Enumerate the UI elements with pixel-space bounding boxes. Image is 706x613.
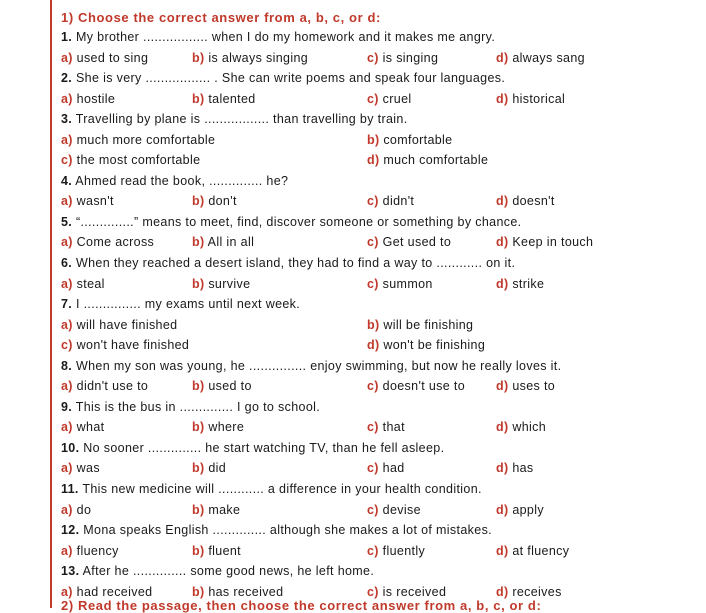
option-text: devise bbox=[382, 502, 421, 517]
question-number: 3. bbox=[61, 112, 73, 127]
option-letter: d) bbox=[496, 235, 509, 250]
option-letter: b) bbox=[192, 235, 205, 250]
option-a[interactable] bbox=[61, 191, 114, 211]
option-text: talented bbox=[208, 91, 256, 106]
option-text: will have finished bbox=[76, 317, 178, 332]
option-text: make bbox=[208, 502, 241, 517]
answer-row bbox=[61, 232, 691, 253]
option-text: had received bbox=[76, 584, 153, 599]
option-c[interactable] bbox=[367, 89, 412, 109]
question-text: After he .............. some good news, he left home. bbox=[82, 564, 375, 579]
option-letter: d) bbox=[367, 338, 380, 353]
question-8 bbox=[61, 356, 691, 377]
option-a[interactable] bbox=[61, 500, 91, 520]
option-d[interactable] bbox=[367, 335, 485, 355]
question-7 bbox=[61, 294, 691, 315]
option-letter: a) bbox=[61, 543, 73, 558]
option-letter: b) bbox=[367, 132, 380, 147]
option-letter: b) bbox=[192, 50, 205, 65]
question-text: Travelling by plane is ................. than travelling by train. bbox=[75, 112, 408, 127]
question-number: 4. bbox=[61, 173, 73, 188]
option-text: is received bbox=[382, 584, 447, 599]
question-number: 10. bbox=[61, 440, 80, 455]
answer-row bbox=[61, 130, 691, 151]
option-text: All in all bbox=[207, 235, 255, 250]
question-1 bbox=[61, 27, 691, 48]
question-text: When they reached a desert island, they had to find a way to ............ on it. bbox=[75, 256, 516, 271]
option-text: Come across bbox=[76, 235, 155, 250]
worksheet bbox=[61, 8, 691, 602]
question-number: 7. bbox=[61, 297, 73, 312]
option-text: much more comfortable bbox=[76, 132, 216, 147]
option-d[interactable] bbox=[496, 232, 593, 252]
option-letter: d) bbox=[496, 91, 509, 106]
option-text: doesn't bbox=[512, 194, 555, 209]
option-c[interactable] bbox=[367, 417, 405, 437]
question-text: Mona speaks English .............. although she makes a lot of mistakes. bbox=[83, 523, 492, 538]
option-letter: b) bbox=[367, 317, 380, 332]
question-list bbox=[61, 27, 691, 602]
option-letter: a) bbox=[61, 50, 73, 65]
option-a[interactable] bbox=[61, 232, 154, 252]
option-a[interactable] bbox=[61, 458, 100, 478]
question-11 bbox=[61, 479, 691, 500]
option-text: receives bbox=[512, 584, 562, 599]
option-text: fluently bbox=[382, 543, 426, 558]
option-b[interactable] bbox=[192, 458, 226, 478]
option-letter: d) bbox=[496, 461, 509, 476]
option-letter: a) bbox=[61, 420, 73, 435]
option-a[interactable] bbox=[61, 89, 115, 109]
option-d[interactable] bbox=[496, 376, 555, 396]
option-letter: a) bbox=[61, 194, 73, 209]
option-letter: d) bbox=[496, 379, 509, 394]
question-number: 5. bbox=[61, 214, 73, 229]
option-text: Get used to bbox=[382, 235, 452, 250]
option-letter: c) bbox=[367, 235, 379, 250]
option-b[interactable] bbox=[192, 191, 237, 211]
option-letter: c) bbox=[367, 584, 379, 599]
option-letter: c) bbox=[367, 50, 379, 65]
option-letter: a) bbox=[61, 235, 73, 250]
question-text: “..............” means to meet, find, discover someone or something by chance. bbox=[75, 214, 522, 229]
option-letter: a) bbox=[61, 91, 73, 106]
answer-row bbox=[61, 417, 691, 438]
option-text: will be finishing bbox=[383, 317, 474, 332]
answer-row bbox=[61, 376, 691, 397]
option-b[interactable] bbox=[192, 274, 250, 294]
option-text: won't have finished bbox=[76, 338, 190, 353]
option-a[interactable] bbox=[61, 376, 148, 396]
option-letter: d) bbox=[496, 194, 509, 209]
option-c[interactable] bbox=[367, 541, 425, 561]
answer-row bbox=[61, 458, 691, 479]
option-c[interactable] bbox=[367, 48, 438, 68]
option-text: fluency bbox=[76, 543, 119, 558]
answer-row bbox=[61, 48, 691, 69]
question-6 bbox=[61, 253, 691, 274]
option-text: much comfortable bbox=[383, 153, 489, 168]
option-b[interactable] bbox=[192, 232, 254, 252]
option-letter: a) bbox=[61, 461, 73, 476]
option-text: didn't bbox=[382, 194, 415, 209]
option-letter: a) bbox=[61, 132, 73, 147]
option-d[interactable] bbox=[496, 48, 585, 68]
question-12 bbox=[61, 520, 691, 541]
option-d[interactable] bbox=[496, 500, 544, 520]
question-text: My brother ................. when I do my homework and it makes me angry. bbox=[75, 30, 496, 44]
option-text: where bbox=[208, 420, 245, 435]
question-number: 6. bbox=[61, 256, 73, 271]
option-text: what bbox=[76, 420, 105, 435]
option-text: used to bbox=[208, 379, 252, 394]
question-number: 13. bbox=[61, 564, 80, 579]
option-text: apply bbox=[512, 502, 544, 517]
option-text: survive bbox=[208, 276, 251, 291]
option-b[interactable] bbox=[192, 500, 240, 520]
option-a[interactable] bbox=[61, 315, 177, 335]
option-b[interactable] bbox=[367, 130, 453, 150]
question-10 bbox=[61, 438, 691, 459]
question-2 bbox=[61, 68, 691, 89]
option-letter: b) bbox=[192, 379, 205, 394]
answer-row bbox=[61, 150, 691, 171]
question-3 bbox=[61, 109, 691, 130]
option-c[interactable] bbox=[61, 150, 200, 170]
option-letter: b) bbox=[192, 194, 205, 209]
option-text: the most comfortable bbox=[76, 153, 201, 168]
option-c[interactable] bbox=[367, 274, 433, 294]
option-text: strike bbox=[512, 276, 545, 291]
option-c[interactable] bbox=[367, 458, 405, 478]
option-text: always sang bbox=[512, 50, 585, 65]
option-letter: c) bbox=[367, 461, 379, 476]
option-letter: d) bbox=[367, 153, 380, 168]
option-letter: c) bbox=[367, 276, 379, 291]
question-text: This new medicine will ............ a difference in your health condition. bbox=[82, 482, 482, 497]
option-text: has received bbox=[208, 584, 284, 599]
question-13 bbox=[61, 561, 691, 582]
option-letter: d) bbox=[496, 584, 509, 599]
option-letter: a) bbox=[61, 317, 73, 332]
option-letter: c) bbox=[367, 420, 379, 435]
option-b[interactable] bbox=[192, 89, 256, 109]
option-letter: b) bbox=[192, 420, 205, 435]
option-d[interactable] bbox=[496, 191, 555, 211]
option-c[interactable] bbox=[367, 500, 421, 520]
option-text: summon bbox=[382, 276, 433, 291]
option-b[interactable] bbox=[192, 541, 241, 561]
option-letter: c) bbox=[367, 194, 379, 209]
option-a[interactable] bbox=[61, 48, 148, 68]
option-letter: c) bbox=[367, 91, 379, 106]
option-c[interactable] bbox=[61, 335, 189, 355]
option-text: fluent bbox=[208, 543, 242, 558]
option-a[interactable] bbox=[61, 274, 105, 294]
option-letter: d) bbox=[496, 502, 509, 517]
answer-row bbox=[61, 335, 691, 356]
question-text: She is very ................. . She can write poems and speak four languages. bbox=[75, 71, 506, 86]
question-text: When my son was young, he ............... enjoy swimming, but now he really loves it. bbox=[75, 358, 562, 373]
option-letter: a) bbox=[61, 379, 73, 394]
option-text: Keep in touch bbox=[512, 235, 594, 250]
option-text: has bbox=[512, 461, 534, 476]
answer-row bbox=[61, 315, 691, 336]
option-c[interactable] bbox=[367, 191, 414, 211]
option-letter: d) bbox=[496, 276, 509, 291]
question-9 bbox=[61, 397, 691, 418]
option-text: didn't use to bbox=[76, 379, 149, 394]
option-text: won't be finishing bbox=[383, 338, 486, 353]
option-text: cruel bbox=[382, 91, 412, 106]
option-letter: d) bbox=[496, 50, 509, 65]
question-number: 11. bbox=[61, 482, 79, 497]
option-text: which bbox=[512, 420, 547, 435]
option-letter: b) bbox=[192, 276, 205, 291]
option-b[interactable] bbox=[192, 417, 244, 437]
option-text: was bbox=[76, 461, 100, 476]
answer-row bbox=[61, 274, 691, 295]
question-text: I ............... my exams until next week. bbox=[75, 297, 301, 312]
option-letter: a) bbox=[61, 276, 73, 291]
question-4 bbox=[61, 171, 691, 192]
answer-row bbox=[61, 541, 691, 562]
question-number: 9. bbox=[61, 399, 73, 414]
option-letter: c) bbox=[367, 379, 379, 394]
question-number: 2. bbox=[61, 71, 73, 86]
question-text: This is the bus in .............. I go to school. bbox=[75, 399, 321, 414]
option-text: steal bbox=[76, 276, 105, 291]
option-d[interactable] bbox=[496, 89, 565, 109]
option-letter: b) bbox=[192, 91, 205, 106]
option-text: don't bbox=[208, 194, 237, 209]
option-b[interactable] bbox=[192, 376, 252, 396]
option-text: at fluency bbox=[512, 543, 570, 558]
option-text: historical bbox=[512, 91, 566, 106]
option-text: wasn't bbox=[76, 194, 114, 209]
option-text: comfortable bbox=[383, 132, 453, 147]
option-letter: d) bbox=[496, 543, 509, 558]
question-text: Ahmed read the book, .............. he? bbox=[75, 173, 289, 188]
option-letter: b) bbox=[192, 502, 205, 517]
option-letter: b) bbox=[192, 543, 205, 558]
option-letter: c) bbox=[61, 338, 73, 353]
option-d[interactable] bbox=[496, 417, 546, 437]
question-5 bbox=[61, 212, 691, 233]
option-text: uses to bbox=[512, 379, 556, 394]
option-text: hostile bbox=[76, 91, 116, 106]
option-text: doesn't use to bbox=[382, 379, 465, 394]
option-letter: a) bbox=[61, 502, 73, 517]
option-text: that bbox=[382, 420, 405, 435]
option-text: is singing bbox=[382, 50, 439, 65]
option-d[interactable] bbox=[496, 274, 544, 294]
answer-row bbox=[61, 89, 691, 110]
option-letter: c) bbox=[367, 502, 379, 517]
question-text: No sooner .............. he start watching TV, than he fell asleep. bbox=[83, 440, 445, 455]
option-d[interactable] bbox=[496, 541, 569, 561]
option-text: did bbox=[208, 461, 227, 476]
question-number: 8. bbox=[61, 358, 73, 373]
option-b[interactable] bbox=[192, 48, 308, 68]
option-text: do bbox=[76, 502, 92, 517]
option-letter: a) bbox=[61, 584, 73, 599]
option-c[interactable] bbox=[367, 376, 465, 396]
option-a[interactable] bbox=[61, 130, 215, 150]
next-section-title: 2) Read the passage, then choose the correct answer from a, b, c, or d: bbox=[61, 598, 542, 613]
option-text: is always singing bbox=[208, 50, 309, 65]
question-number: 12. bbox=[61, 523, 80, 538]
option-b[interactable] bbox=[367, 315, 473, 335]
option-text: had bbox=[382, 461, 405, 476]
option-d[interactable] bbox=[496, 458, 534, 478]
option-letter: c) bbox=[61, 153, 73, 168]
option-text: used to sing bbox=[76, 50, 149, 65]
option-a[interactable] bbox=[61, 417, 104, 437]
answer-row bbox=[61, 191, 691, 212]
option-a[interactable] bbox=[61, 541, 119, 561]
option-letter: b) bbox=[192, 584, 205, 599]
option-letter: c) bbox=[367, 543, 379, 558]
option-d[interactable] bbox=[367, 150, 488, 170]
option-c[interactable] bbox=[367, 232, 451, 252]
answer-row bbox=[61, 500, 691, 521]
section-title: 1) Choose the correct answer from a, b, c, or d: bbox=[61, 10, 381, 25]
margin-rule bbox=[50, 0, 52, 608]
option-letter: b) bbox=[192, 461, 205, 476]
option-letter: d) bbox=[496, 420, 509, 435]
question-number: 1. bbox=[61, 30, 73, 44]
